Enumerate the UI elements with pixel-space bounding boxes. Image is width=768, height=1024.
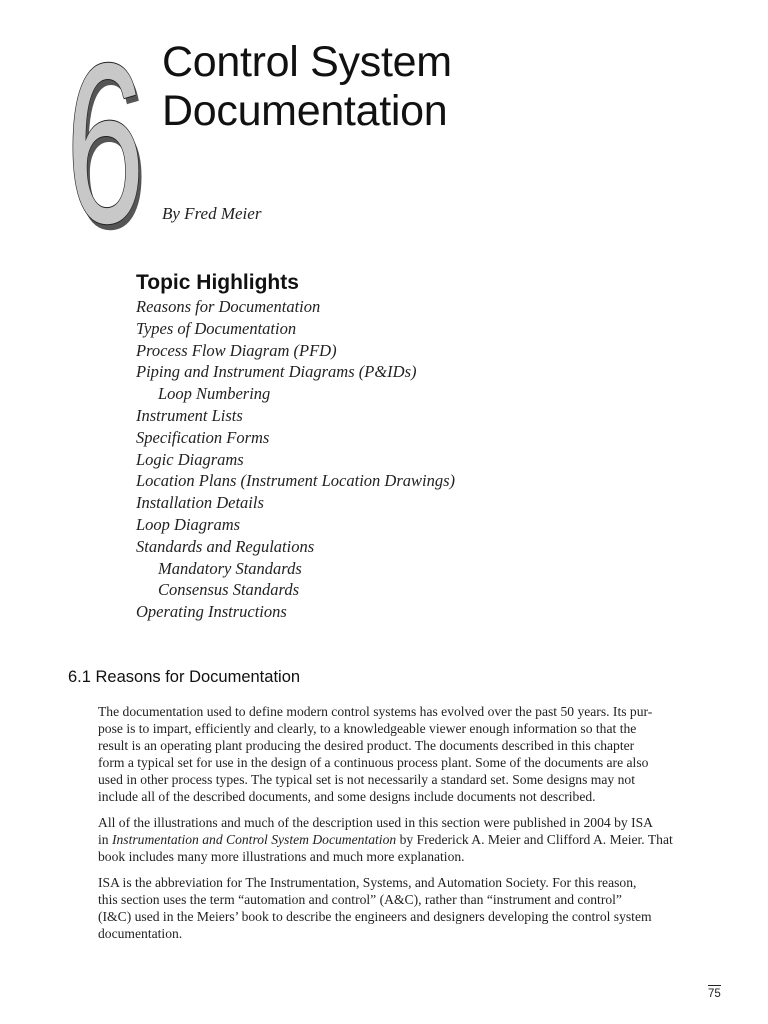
page-number: 75 [708,985,721,1000]
topic-highlight-item: Mandatory Standards [158,558,302,578]
text-line: pose is to impart, efficiently and clearly, to a knowledgeable viewer enough information so that the [98,721,637,736]
topic-highlights-list [136,296,455,623]
text-line: used in other process types. The typical set is not necessarily a standard set. Some designs may not [98,772,635,787]
topic-highlight-item: Standards and Regulations [136,536,315,556]
chapter-title [162,38,452,136]
text-line: book includes many more illustrations and much more explanation. [98,849,465,864]
topic-highlights-heading: Topic Highlights [136,271,299,294]
topic-highlight-item: Reasons for Documentation [136,297,321,316]
topic-highlight-item: Process Flow Diagram (PFD) [136,340,337,360]
text-line: The documentation used to define modern control systems has evolved over the past 50 years. Its pur- [98,704,653,719]
text-line [98,831,722,848]
chapter-title-line-1: Control System [162,38,452,86]
topic-highlight-item: Installation Details [136,493,264,513]
topic-highlight-item: Loop Diagrams [136,514,241,534]
text-line: include all of the described documents, and some designs include documents not described. [98,789,596,804]
topic-highlight-item: Specification Forms [136,427,270,447]
chapter-title-line-2: Documentation [162,87,448,135]
topic-highlight-item: Operating Instructions [136,602,287,622]
paragraph-2 [98,814,722,865]
chapter-number: 6 [66,17,141,271]
topic-highlight-item: Loop Numbering [158,384,271,404]
topic-highlight-item: Piping and Instrument Diagrams (P&IDs) [136,362,417,382]
paragraph-1 [98,703,722,805]
topic-highlights [136,270,455,623]
topic-highlight-item: Consensus Standards [158,580,300,600]
text-line: documentation. [98,926,183,941]
topic-highlight-item: Types of Documentation [136,318,297,338]
topic-highlight-item: Logic Diagrams [136,449,244,469]
text-span: by Frederick A. Meier and Clifford A. Meier. That [396,832,673,847]
section-heading: 6.1 Reasons for Documentation [68,668,301,686]
topic-highlight-item: Location Plans (Instrument Location Drawings) [136,471,456,491]
book-title: Instrumentation and Control System Documentation [111,832,397,847]
author-byline: By Fred Meier [162,204,262,223]
text-line: result is an operating plant producing the desired product. The documents described in this chapter [98,738,635,753]
section-body [98,703,722,951]
text-line: All of the illustrations and much of the description used in this section were published in 2004 by ISA [98,815,653,830]
text-line: this section uses the term “automation and control” (A&C), rather than “instrument and control” [98,892,622,907]
text-span: in [98,832,112,847]
text-line: (I&C) used in the Meiers’ book to describe the engineers and designers developing the control system [98,909,652,924]
topic-highlight-item: Instrument Lists [136,405,243,425]
paragraph-3 [98,874,722,942]
text-line: ISA is the abbreviation for The Instrumentation, Systems, and Automation Society. For this reason, [98,875,637,890]
text-line: form a typical set for use in the design of a continuous process plant. Some of the documents are also [98,755,649,770]
